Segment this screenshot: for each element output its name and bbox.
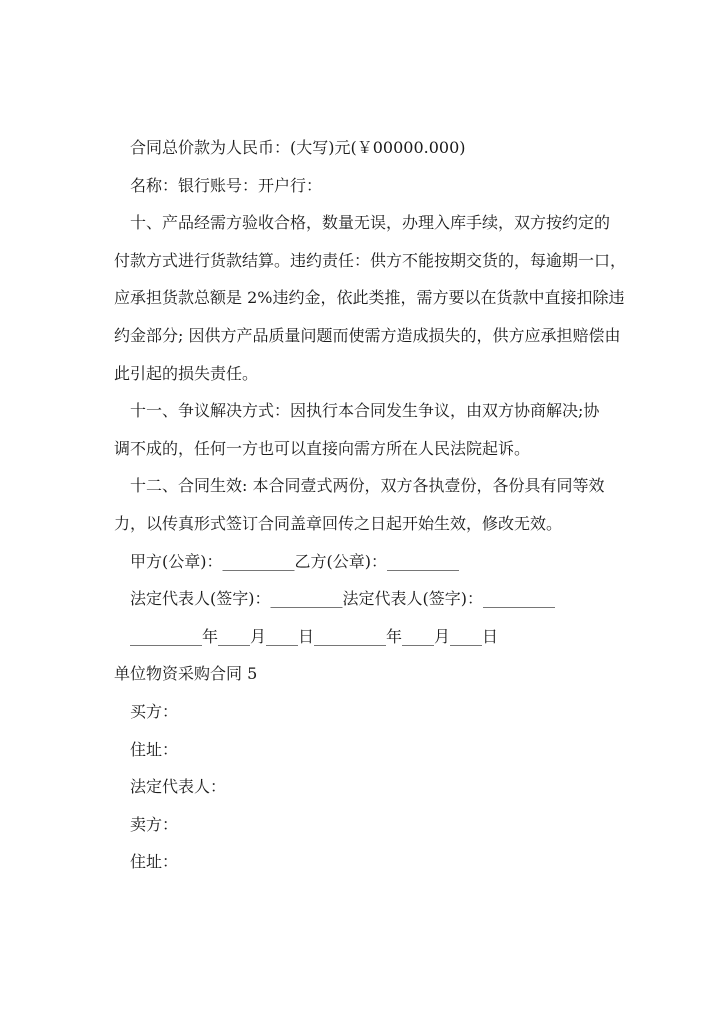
clause-12-line-2: 力，以传真形式签订合同盖章回传之日起开始生效，修改无效。 (114, 513, 563, 533)
clause-12-line-1: 十二、合同生效: 本合同壹式两份，双方各执壹份，各份具有同等效 (130, 476, 605, 496)
clause-10-line-2: 付款方式进行货款结算。违约责任：供方不能按期交货的，每逾期一口， (114, 250, 627, 270)
clause-10-line-3: 应承担货款总额是 2%违约金，依此类推，需方要以在货款中直接扣除违 (114, 288, 625, 308)
clause-11-line-2: 调不成的，任何一方也可以直接向需方所在人民法院起诉。 (114, 438, 531, 458)
clause-10-paragraph (114, 204, 632, 392)
clause-10-line-1: 十、产品经需方验收合格，数量无误，办理入库手续，双方按约定的 (130, 213, 611, 233)
party-seal-line: 甲方(公章)：_________乙方(公章)：_________ (130, 551, 459, 571)
clause-12-paragraph (114, 467, 632, 542)
document-page (114, 129, 632, 881)
bank-info-line: 名称：银行账号：开户行： (130, 175, 323, 195)
buyer-label: 买方： (130, 701, 179, 721)
contract-total-price-line: 合同总价款为人民币：(大写)元(￥00000.000) (130, 138, 466, 157)
legal-rep-signature-line: 法定代表人(签字)：_________法定代表人(签字)：_________ (130, 589, 555, 609)
seller-address-label: 住址： (130, 852, 179, 872)
clause-11-line-1: 十一、争议解决方式：因执行本合同发生争议，由双方协商解决;协 (130, 401, 600, 421)
legal-representative-label: 法定代表人： (130, 777, 227, 797)
date-line: _________年____月____日_________年____月____日 (130, 626, 499, 646)
clause-10-line-5: 此引起的损失责任。 (114, 363, 259, 383)
seller-label: 卖方： (130, 814, 179, 834)
contract-5-title: 单位物资采购合同 5 (114, 664, 258, 684)
clause-10-line-4: 约金部分; 因供方产品质量问题而使需方造成损失的，供方应承担赔偿由 (114, 325, 621, 345)
buyer-address-label: 住址： (130, 739, 179, 759)
clause-11-paragraph (114, 392, 632, 467)
